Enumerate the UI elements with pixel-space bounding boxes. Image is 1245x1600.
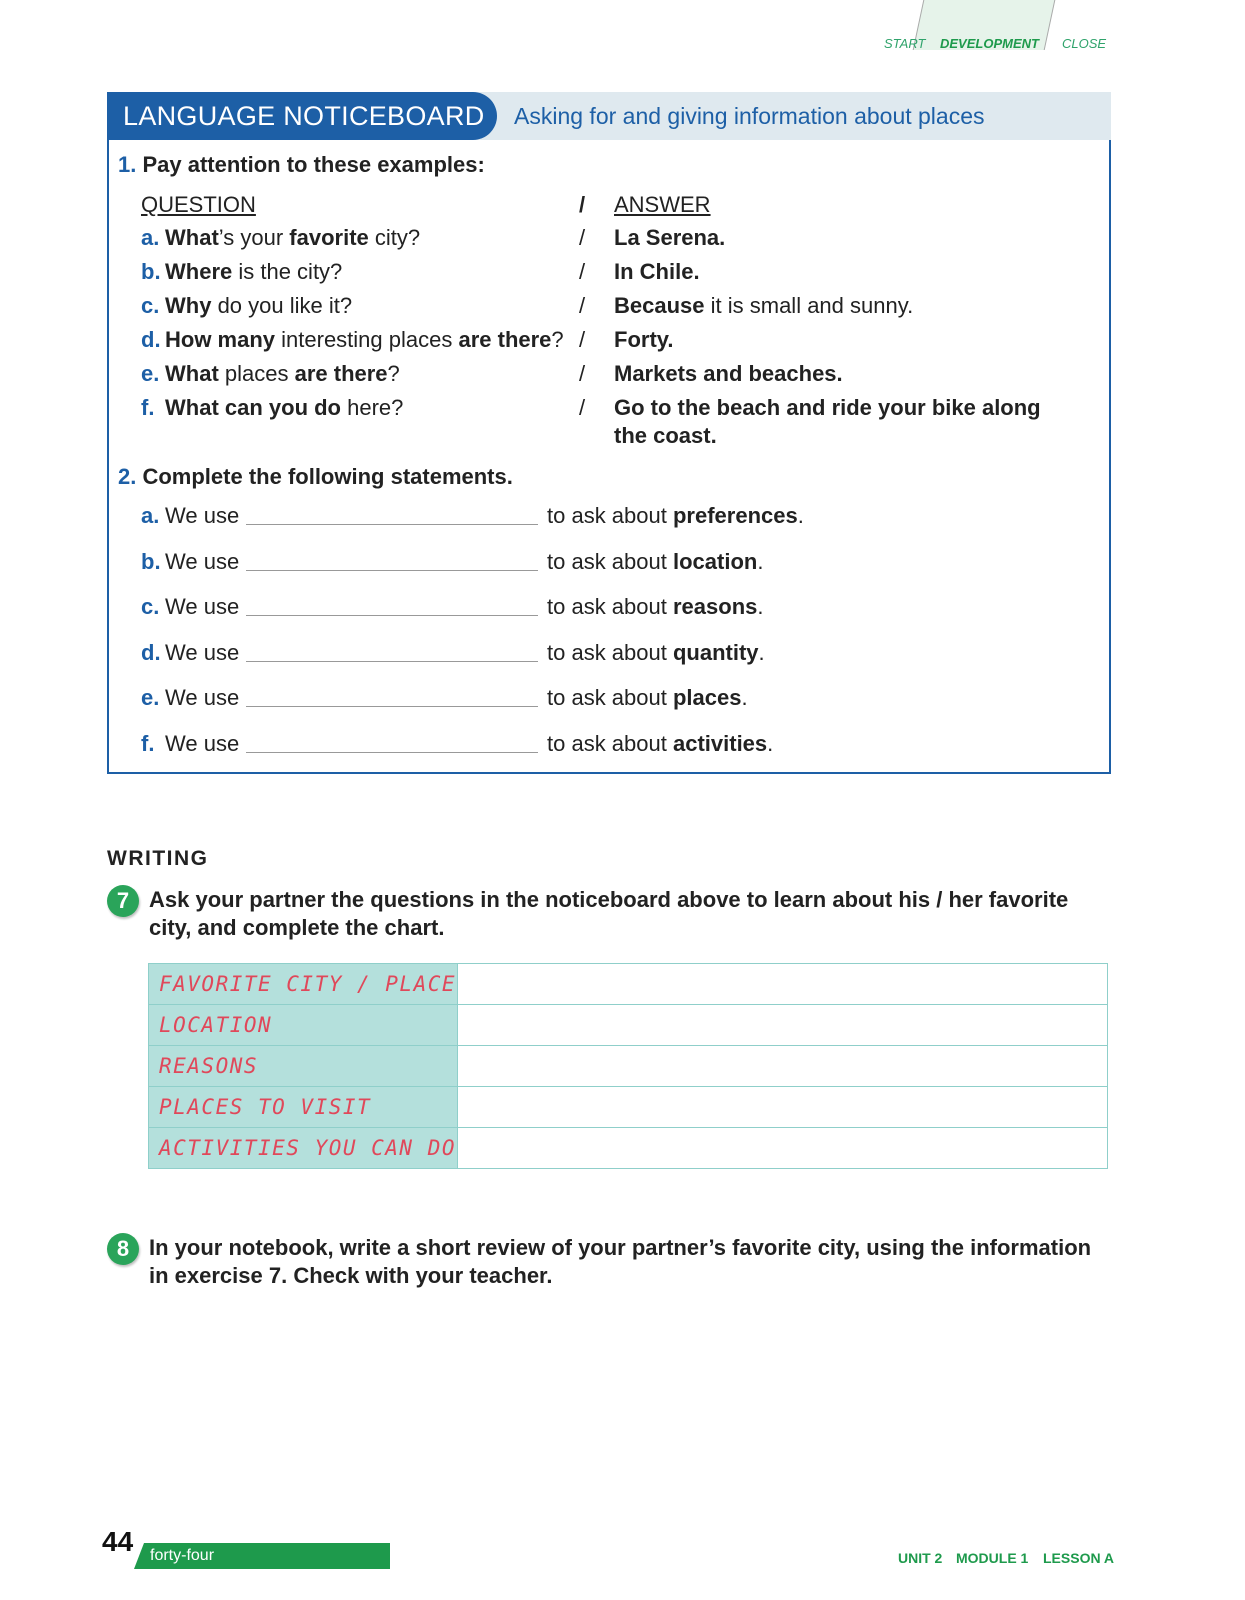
statement-purpose: to ask about preferences. [547,503,804,528]
statement-we-use: We use [165,640,240,665]
qa-letter: d. [141,327,161,352]
exercise-8-badge: 8 [107,1233,139,1265]
chart-row [149,1005,1108,1046]
qa-letter: b. [141,259,161,284]
qa-answer: Go to the beach and ride your bike along [614,395,1041,420]
statement-we-use: We use [165,731,240,756]
chart-row-label: ACTIVITIES YOU CAN DO [149,1128,458,1169]
statement-we-use: We use [165,503,240,528]
chart-row-label: PLACES TO VISIT [149,1087,458,1128]
chart-row-label: LOCATION [149,1005,458,1046]
qa-slash: / [579,327,586,352]
stage-start: START [884,36,926,51]
statement-purpose: to ask about activities. [547,731,774,756]
question-header: QUESTION [141,192,256,217]
chart-row-label: FAVORITE CITY / PLACE [149,964,458,1005]
qa-slash: / [579,259,586,284]
qa-letter: e. [141,361,160,386]
writing-heading: WRITING [107,847,209,870]
footer-module: MODULE 1 [956,1550,1029,1566]
qa-slash: / [579,293,586,318]
statement-letter: a. [141,503,160,528]
page-number: 44 [102,1526,134,1557]
qa-question: What’s your favorite city? [165,225,421,250]
qa-question: Where is the city? [165,259,343,284]
favorite-city-chart [148,963,1108,1169]
qa-letter: c. [141,293,160,318]
qa-slash: / [579,361,586,386]
statement-we-use: We use [165,549,240,574]
qa-answer: Forty. [614,327,674,352]
chart-answer-cell[interactable] [458,1087,1108,1128]
qa-letter: f. [141,395,155,420]
qa-question: How many interesting places are there? [165,327,564,352]
qa-answer: Markets and beaches. [614,361,843,386]
statement-we-use: We use [165,685,240,710]
noticeboard-subtitle: Asking for and giving information about places [514,103,985,129]
header-slash: / [579,192,586,217]
chart-answer-cell[interactable] [458,1046,1108,1087]
exercise-7-line1: Ask your partner the questions in the noticeboard above to learn about his / her favorite [149,887,1069,912]
chart-row-label: REASONS [149,1046,458,1087]
stage-development: DEVELOPMENT [940,36,1039,51]
chart-answer-cell[interactable] [458,964,1108,1005]
exercise-8-line1: In your notebook, write a short review of your partner’s favorite city, using the information [149,1235,1092,1260]
answer-blank-line[interactable] [246,706,538,707]
stage-close: CLOSE [1062,36,1107,51]
chart-answer-cell[interactable] [458,1128,1108,1169]
qa-answer: La Serena. [614,225,726,250]
answer-header: ANSWER [614,192,711,217]
qa-question: Why do you like it? [165,293,353,318]
footer-lesson: LESSON A [1043,1550,1115,1566]
qa-answer: In Chile. [614,259,700,284]
section-2-heading: 2. Complete the following statements. [118,464,513,489]
statement-we-use: We use [165,594,240,619]
exercise-7-line2: city, and complete the chart. [149,915,445,940]
exercise-8-line2: in exercise 7. Check with your teacher. [149,1263,553,1288]
qa-question: What can you do here? [165,395,404,420]
noticeboard-box [107,92,1111,774]
footer-unit: UNIT 2 [898,1550,943,1566]
answer-blank-line[interactable] [246,570,538,571]
chart-row [149,1046,1108,1087]
chart-row [149,964,1108,1005]
qa-answer: Because it is small and sunny. [614,293,914,318]
statement-purpose: to ask about places. [547,685,748,710]
statement-letter: c. [141,594,160,619]
statement-letter: f. [141,731,155,756]
statement-letter: d. [141,640,161,665]
chart-answer-cell[interactable] [458,1005,1108,1046]
statement-letter: b. [141,549,161,574]
qa-answer-continued: the coast. [614,423,717,448]
qa-slash: / [579,395,586,420]
noticeboard-title: LANGUAGE NOTICEBOARD [107,92,497,140]
qa-question: What places are there? [165,361,400,386]
page-number-word: forty-four [150,1547,215,1564]
statement-purpose: to ask about location. [547,549,764,574]
answer-blank-line[interactable] [246,524,538,525]
answer-blank-line[interactable] [246,661,538,662]
section-1-heading: 1. Pay attention to these examples: [118,152,485,177]
answer-blank-line[interactable] [246,615,538,616]
qa-slash: / [579,225,586,250]
statement-letter: e. [141,685,160,710]
chart-row [149,1128,1108,1169]
statement-purpose: to ask about reasons. [547,594,764,619]
statement-purpose: to ask about quantity. [547,640,765,665]
answer-blank-line[interactable] [246,752,538,753]
qa-letter: a. [141,225,160,250]
chart-row [149,1087,1108,1128]
exercise-7-badge: 7 [107,885,139,917]
